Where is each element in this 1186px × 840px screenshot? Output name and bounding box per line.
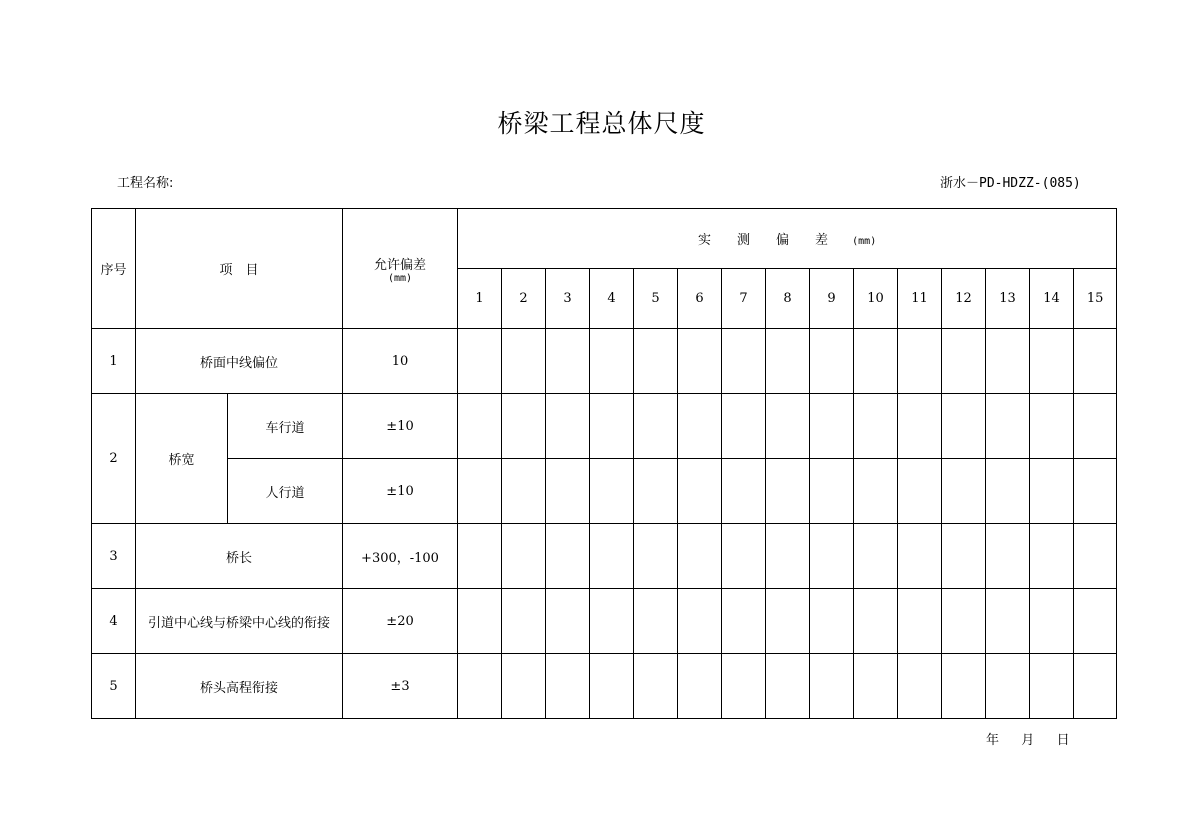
measure-cell[interactable]	[1074, 329, 1117, 394]
measure-cell[interactable]	[1030, 589, 1074, 654]
measure-cell[interactable]	[590, 589, 634, 654]
column-number: 14	[1030, 269, 1074, 329]
measure-cell[interactable]	[898, 329, 942, 394]
measure-cell[interactable]	[502, 589, 546, 654]
measure-cell[interactable]	[1030, 654, 1074, 719]
measure-cell[interactable]	[1030, 524, 1074, 589]
measure-cell[interactable]	[942, 459, 986, 524]
row-allowed: +300，-100	[343, 524, 458, 589]
header-seq: 序号	[92, 209, 136, 329]
measure-cell[interactable]	[1074, 394, 1117, 459]
measure-cell[interactable]	[634, 459, 678, 524]
column-number: 6	[678, 269, 722, 329]
row-seq: 3	[92, 524, 136, 589]
measure-cell[interactable]	[898, 589, 942, 654]
measure-cell[interactable]	[634, 524, 678, 589]
measure-cell[interactable]	[766, 329, 810, 394]
column-number: 5	[634, 269, 678, 329]
measure-cell[interactable]	[942, 654, 986, 719]
measure-cell[interactable]	[634, 329, 678, 394]
header-allowed-unit: (mm)	[387, 272, 413, 284]
date-line	[986, 729, 1070, 748]
column-number: 12	[942, 269, 986, 329]
measure-cell[interactable]	[458, 459, 502, 524]
measure-cell[interactable]	[854, 394, 898, 459]
measure-cell[interactable]	[546, 654, 590, 719]
row-item: 桥头高程衔接	[136, 654, 343, 719]
measure-cell[interactable]	[678, 589, 722, 654]
column-number: 2	[502, 269, 546, 329]
measure-cell[interactable]	[590, 394, 634, 459]
date-day: 日	[1056, 733, 1070, 748]
row-item: 引道中心线与桥梁中心线的衔接	[136, 589, 343, 654]
column-number: 1	[458, 269, 502, 329]
measure-cell[interactable]	[810, 524, 854, 589]
measure-cell[interactable]	[810, 459, 854, 524]
measure-cell[interactable]	[722, 394, 766, 459]
measure-cell[interactable]	[590, 654, 634, 719]
column-number: 11	[898, 269, 942, 329]
measure-cell[interactable]	[458, 329, 502, 394]
measure-cell[interactable]	[1074, 524, 1117, 589]
measure-cell[interactable]	[634, 394, 678, 459]
column-number: 10	[854, 269, 898, 329]
measure-cell[interactable]	[634, 589, 678, 654]
row-item: 桥面中线偏位	[136, 329, 343, 394]
measure-cell[interactable]	[634, 654, 678, 719]
measure-cell[interactable]	[766, 524, 810, 589]
measure-cell[interactable]	[502, 459, 546, 524]
measure-cell[interactable]	[854, 524, 898, 589]
row-allowed: 10	[343, 329, 458, 394]
measure-cell[interactable]	[678, 459, 722, 524]
measure-cell[interactable]	[1030, 394, 1074, 459]
date-year: 年	[986, 733, 1000, 748]
measure-cell[interactable]	[502, 394, 546, 459]
column-number: 15	[1074, 269, 1117, 329]
project-name-label: 工程名称:	[117, 176, 174, 191]
measure-cell[interactable]	[986, 654, 1030, 719]
table-row	[92, 394, 1117, 459]
date-month: 月	[1021, 733, 1035, 748]
measure-cell[interactable]	[678, 394, 722, 459]
inspection-table	[91, 208, 1117, 719]
measure-cell[interactable]	[678, 329, 722, 394]
measure-cell[interactable]	[766, 394, 810, 459]
table-row	[92, 524, 1117, 589]
measure-cell[interactable]	[766, 459, 810, 524]
measure-cell[interactable]	[458, 589, 502, 654]
measure-cell[interactable]	[1074, 459, 1117, 524]
measure-cell[interactable]	[502, 524, 546, 589]
measure-cell[interactable]	[546, 459, 590, 524]
measure-cell[interactable]	[942, 589, 986, 654]
column-number: 8	[766, 269, 810, 329]
measure-cell[interactable]	[678, 654, 722, 719]
measure-cell[interactable]	[722, 524, 766, 589]
measure-cell[interactable]	[722, 329, 766, 394]
header-item: 项 目	[136, 209, 343, 329]
table-row	[92, 329, 1117, 394]
header-measured	[458, 209, 1117, 269]
measure-cell[interactable]	[986, 394, 1030, 459]
measure-cell[interactable]	[1074, 654, 1117, 719]
table-row	[92, 459, 1117, 524]
header-measured-title: 实 测 偏 差	[697, 233, 828, 248]
measure-cell[interactable]	[942, 524, 986, 589]
measure-cell[interactable]	[810, 589, 854, 654]
measure-cell[interactable]	[898, 459, 942, 524]
measure-cell[interactable]	[546, 394, 590, 459]
measure-cell[interactable]	[810, 654, 854, 719]
row-seq: 5	[92, 654, 136, 719]
row-item: 桥长	[136, 524, 343, 589]
measure-cell[interactable]	[854, 654, 898, 719]
measure-cell[interactable]	[590, 524, 634, 589]
row-allowed: ±20	[343, 589, 458, 654]
header-allowed-label: 允许偏差	[374, 257, 427, 273]
measure-cell[interactable]	[458, 654, 502, 719]
header-allowed	[343, 209, 458, 329]
row-subitem: 车行道	[228, 394, 343, 459]
measure-cell[interactable]	[766, 589, 810, 654]
measure-cell[interactable]	[546, 589, 590, 654]
measure-cell[interactable]	[722, 459, 766, 524]
measure-cell[interactable]	[1074, 589, 1117, 654]
measure-cell[interactable]	[898, 394, 942, 459]
measure-cell[interactable]	[1030, 329, 1074, 394]
page-title: 桥梁工程总体尺度	[497, 109, 706, 138]
measure-cell[interactable]	[722, 589, 766, 654]
measure-cell[interactable]	[854, 329, 898, 394]
measure-cell[interactable]	[898, 524, 942, 589]
column-number: 4	[590, 269, 634, 329]
measure-cell[interactable]	[986, 589, 1030, 654]
measure-cell[interactable]	[942, 329, 986, 394]
row-seq: 4	[92, 589, 136, 654]
row-seq: 1	[92, 329, 136, 394]
header-measured-unit: (mm)	[852, 236, 877, 247]
measure-cell[interactable]	[898, 654, 942, 719]
row-allowed: ±10	[343, 459, 458, 524]
measure-cell[interactable]	[458, 394, 502, 459]
row-allowed: ±3	[343, 654, 458, 719]
table-row	[92, 654, 1117, 719]
measure-cell[interactable]	[722, 654, 766, 719]
measure-cell[interactable]	[546, 329, 590, 394]
table-row	[92, 589, 1117, 654]
measure-cell[interactable]	[942, 394, 986, 459]
measure-cell[interactable]	[854, 459, 898, 524]
row-subitem: 人行道	[228, 459, 343, 524]
measure-cell[interactable]	[766, 654, 810, 719]
measure-cell[interactable]	[986, 524, 1030, 589]
measure-cell[interactable]	[546, 524, 590, 589]
measure-cell[interactable]	[678, 524, 722, 589]
row-item: 桥宽	[136, 394, 228, 524]
measure-cell[interactable]	[986, 329, 1030, 394]
measure-cell[interactable]	[502, 329, 546, 394]
row-seq: 2	[92, 394, 136, 524]
measure-cell[interactable]	[458, 524, 502, 589]
column-number: 9	[810, 269, 854, 329]
document-code: 浙水－PD-HDZZ-(085)	[940, 176, 1081, 191]
measure-cell[interactable]	[590, 459, 634, 524]
measure-cell[interactable]	[810, 329, 854, 394]
column-number: 7	[722, 269, 766, 329]
measure-cell[interactable]	[502, 654, 546, 719]
measure-cell[interactable]	[590, 329, 634, 394]
row-allowed: ±10	[343, 394, 458, 459]
measure-cell[interactable]	[810, 394, 854, 459]
measure-cell[interactable]	[1030, 459, 1074, 524]
measure-cell[interactable]	[854, 589, 898, 654]
column-number: 13	[986, 269, 1030, 329]
column-number: 3	[546, 269, 590, 329]
measure-cell[interactable]	[986, 459, 1030, 524]
